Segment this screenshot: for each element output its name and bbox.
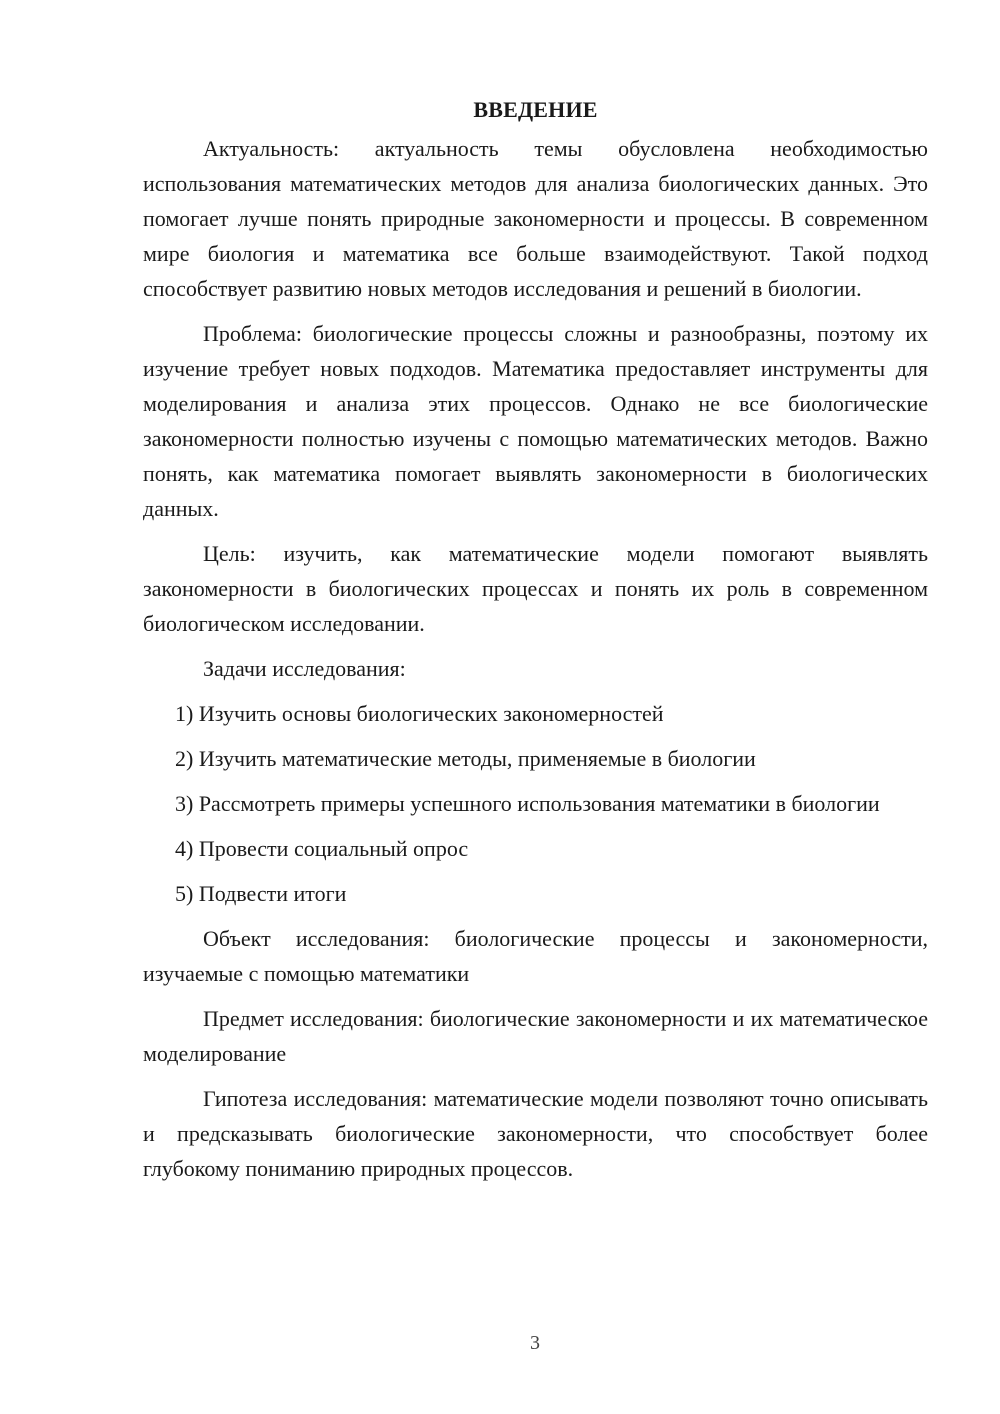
tasks-heading: Задачи исследования: — [203, 656, 406, 681]
list-item: 4) Провести социальный опрос — [175, 836, 469, 861]
list-item: 2) Изучить математические методы, применяемые в биологии — [175, 746, 756, 771]
problem-paragraph: Проблема: биологические процессы сложны и разнообразны, поэтому их изучение требует новых подходов. Математика предоставляет инструменты для моделирования и анализа этих процессов. Однако не все биологические закономерности полностью изучены с помощью математических методов. Важно понять, как математика помогает выявлять закономерности в биологических данных. — [143, 321, 928, 521]
list-item: 5) Подвести итоги — [175, 881, 347, 906]
hypothesis-paragraph: Гипотеза исследования: математические модели позволяют точно описывать и предсказывать биологические закономерности, что способствует более глубокому пониманию природных процессов. — [143, 1086, 928, 1181]
document-page — [143, 92, 928, 1196]
list-item: 3) Рассмотреть примеры успешного использования математики в биологии — [175, 791, 880, 816]
page-title: ВВЕДЕНИЕ — [473, 97, 598, 122]
tasks-list — [143, 696, 928, 911]
goal-paragraph: Цель: изучить, как математические модели помогают выявлять закономерности в биологических процессах и понять их роль в современном биологическом исследовании. — [143, 541, 928, 636]
page-number: 3 — [530, 1332, 540, 1354]
relevance-paragraph: Актуальность: актуальность темы обусловлена необходимостью использования математических методов для анализа биологических данных. Это помогает лучше понять природные закономерности и процессы. В современном мире биология и математика все больше взаимодействуют. Такой подход способствует развитию новых методов исследования и решений в биологии. — [143, 136, 928, 301]
object-paragraph: Объект исследования: биологические процессы и закономерности, изучаемые с помощью математики — [143, 926, 928, 986]
list-item: 1) Изучить основы биологических закономерностей — [175, 701, 664, 726]
subject-paragraph: Предмет исследования: биологические закономерности и их математическое моделирование — [143, 1006, 928, 1066]
